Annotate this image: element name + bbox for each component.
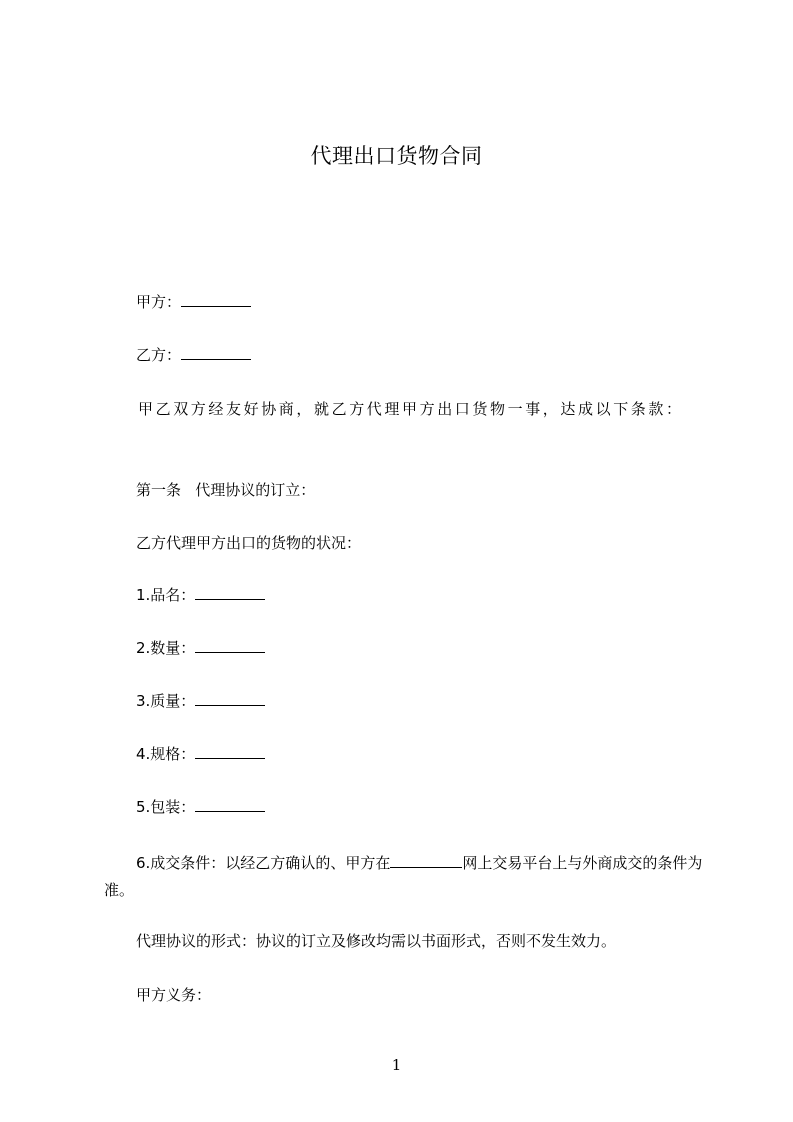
item-4-line [136, 743, 265, 765]
intro-paragraph: 甲乙双方经友好协商，就乙方代理甲方出口货物一事，达成以下条款： [138, 400, 684, 418]
goods-status-line: 乙方代理甲方出口的货物的状况： [136, 534, 362, 552]
item-4-blank [195, 744, 265, 759]
item-5-line [136, 796, 265, 818]
item-6-paragraph [104, 850, 712, 904]
page-title: 代理出口货物合同 [310, 144, 483, 168]
party-b-label: 乙方： [136, 346, 182, 364]
item-6-blank [390, 853, 462, 868]
item-1-blank [195, 585, 265, 600]
item-2-blank [195, 638, 265, 653]
item-5-blank [195, 797, 265, 812]
party-a-label: 甲方： [136, 293, 182, 311]
item-3-label: 3.质量： [136, 692, 196, 710]
item-3-line [136, 690, 265, 712]
item-4-label: 4.规格： [136, 745, 196, 763]
item-1-line [136, 584, 265, 606]
page-number: 1 [391, 1056, 402, 1074]
item-2-label: 2.数量： [136, 639, 196, 657]
party-a-obligations-heading: 甲方义务： [136, 986, 212, 1004]
item-5-label: 5.包装： [136, 798, 196, 816]
party-a-line [136, 291, 251, 313]
item-6-prefix: 6.成交条件：以经乙方确认的、甲方在 [136, 854, 391, 872]
item-3-blank [195, 691, 265, 706]
item-1-label: 1.品名： [136, 586, 196, 604]
party-b-blank [181, 345, 251, 360]
item-6-suffix: 网上交易平台上与外商成交的条件为准。 [104, 854, 703, 899]
article-1-heading: 第一条 代理协议的订立： [136, 481, 316, 499]
party-a-blank [181, 292, 251, 307]
agreement-form-line: 代理协议的形式：协议的订立及修改均需以书面形式，否则不发生效力。 [136, 932, 617, 950]
item-2-line [136, 637, 265, 659]
party-b-line [136, 344, 251, 366]
